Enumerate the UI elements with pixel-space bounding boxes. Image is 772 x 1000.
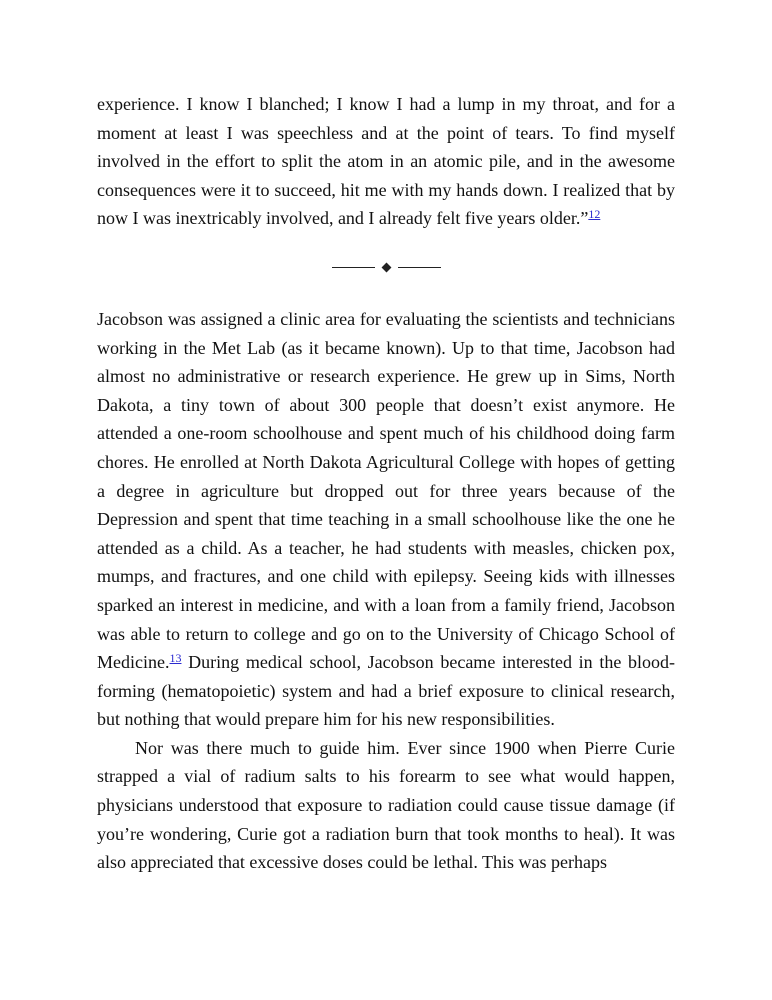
- paragraph-2-text-after: During medical school, Jacobson became interested in the blood-forming (hematopoietic) system and had a brief exposure to clinical research, but nothing that would prepare him for his new responsibilities.: [97, 652, 675, 730]
- paragraph-2-text-before: Jacobson was assigned a clinic area for evaluating the scientists and technicians working in the Met Lab (as it became known). Up to that time, Jacobson had almost no administrative or research experience. He grew up in Sims, North Dakota, a tiny town of about 300 people that doesn’t exist anymore. He attended a one-room schoolhouse and spent much of his childhood doing farm chores. He enrolled at North Dakota Agricultural College with hopes of getting a degree in agriculture but dropped out for three years because of the Depression and spent that time teaching in a small schoolhouse like the one he attended as a child. As a teacher, he had students with measles, chicken pox, mumps, and fractures, and one child with epilepsy. Seeing kids with illnesses sparked an interest in medicine, and with a loan from a family friend, Jacobson was able to return to college and go on to the University of Chicago School of Medicine.: [97, 308, 675, 673]
- page-body: [97, 90, 675, 877]
- divider-rule-right: [398, 267, 441, 268]
- diamond-ornament-icon: [381, 263, 391, 273]
- paragraph-2: [97, 305, 675, 734]
- divider-rule-left: [332, 267, 375, 268]
- paragraph-1: [97, 90, 675, 233]
- footnote-link-12[interactable]: 12: [588, 207, 601, 222]
- section-divider: [97, 248, 675, 288]
- paragraph-3: Nor was there much to guide him. Ever since 1900 when Pierre Curie strapped a vial of radium salts to his forearm to see what would happen, physicians understood that exposure to radiation could cause tissue damage (if you’re wondering, Curie got a radiation burn that took months to heal). It was also appreciated that excessive doses could be lethal. This was perhaps: [97, 737, 675, 873]
- paragraph-1-text: experience. I know I blanched; I know I had a lump in my throat, and for a moment at least I was speechless and at the point of tears. To find myself involved in the effort to split the atom in an atomic pile, and in the awesome consequences were it to succeed, hit me with my hands down. I realized that by now I was inextricably involved, and I already felt five years older.”: [97, 94, 675, 229]
- footnote-link-13[interactable]: 13: [169, 651, 182, 666]
